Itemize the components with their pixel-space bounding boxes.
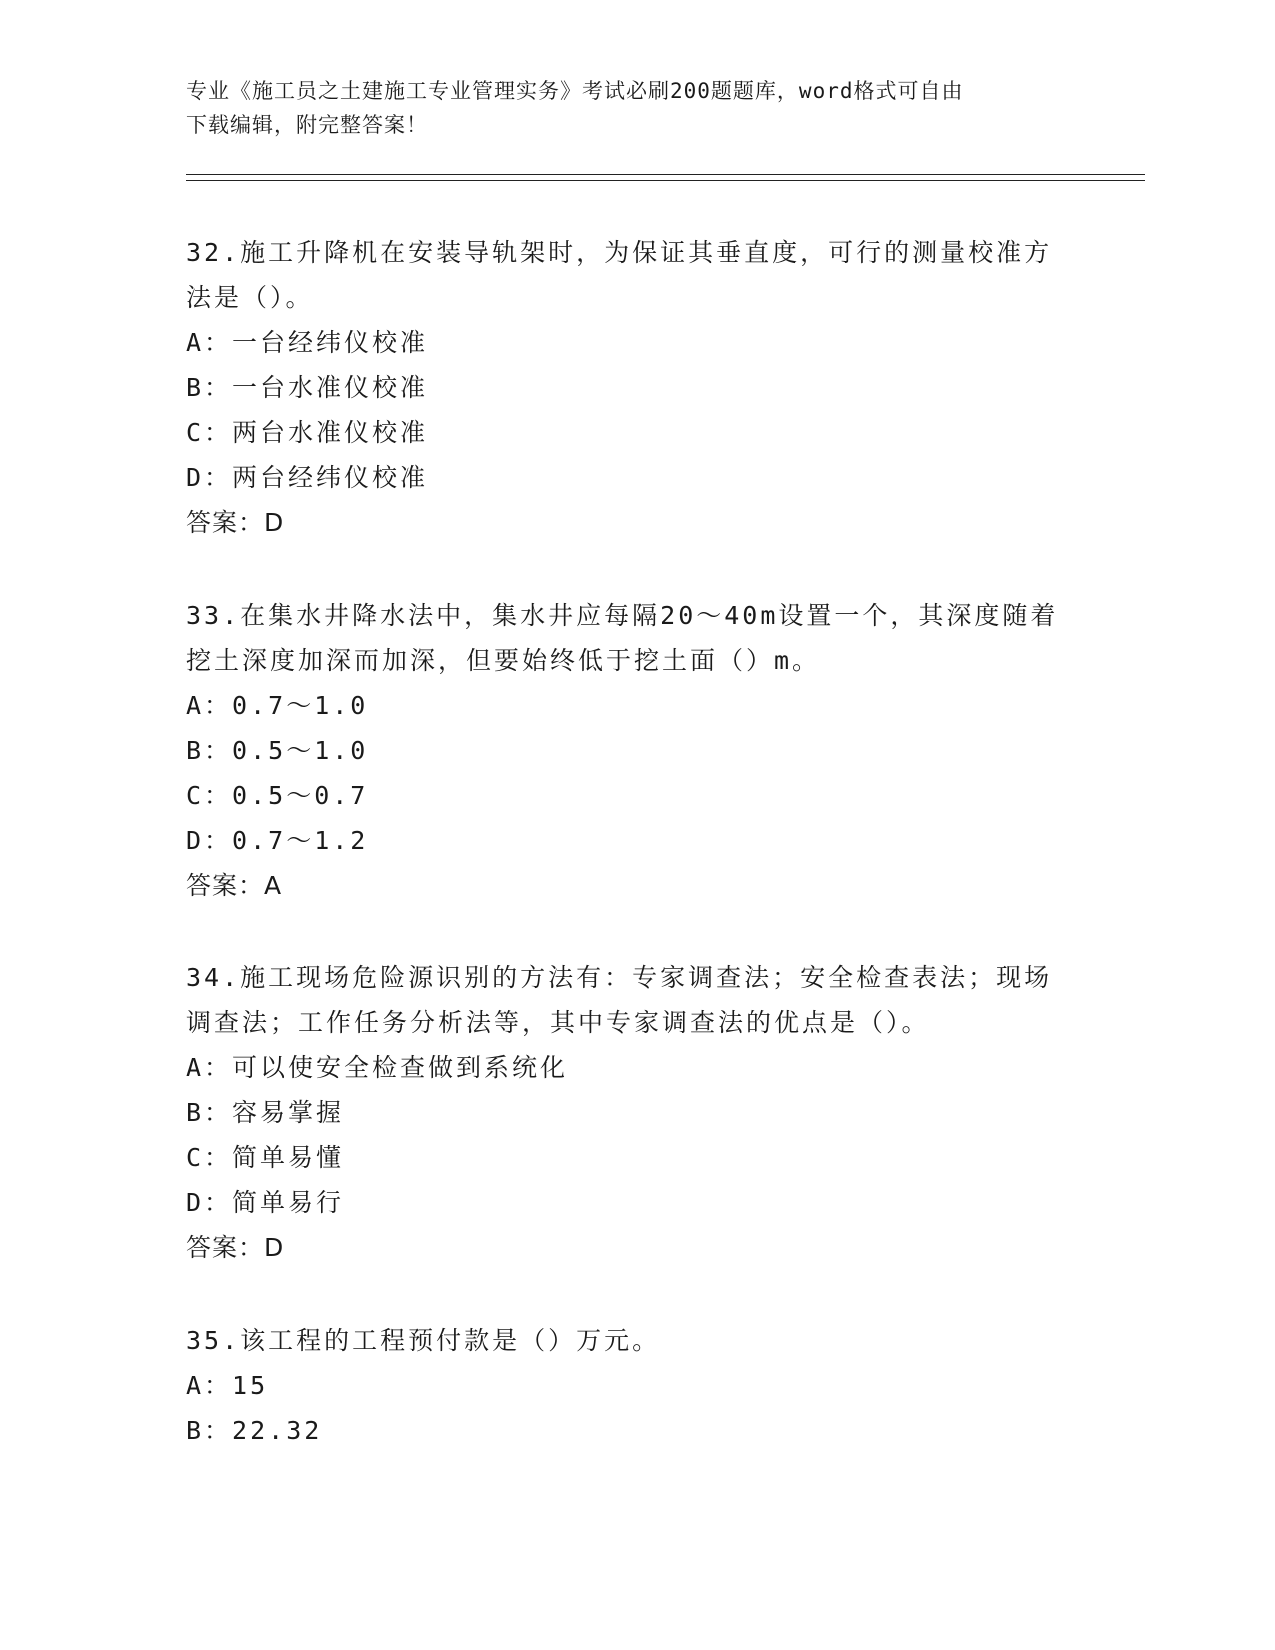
option-c: C：简单易懂: [186, 1143, 345, 1172]
question-stem-line-1: 34.施工现场危险源识别的方法有：专家调查法；安全检查表法；现场: [186, 963, 1053, 992]
question-stem-line-1: 33.在集水井降水法中，集水井应每隔20～40m设置一个，其深度随着: [186, 601, 1059, 630]
question-34: [186, 955, 1066, 1270]
option-c: C：两台水准仪校准: [186, 418, 429, 447]
option-d: D：0.7～1.2: [186, 826, 369, 855]
option-b: B：0.5～1.0: [186, 736, 369, 765]
option-b: B：22.32: [186, 1416, 323, 1445]
option-b: B：一台水准仪校准: [186, 373, 429, 402]
options-list: [186, 1045, 1066, 1225]
header-divider-top: [186, 174, 1145, 175]
header-line-2: 下载编辑，附完整答案！: [186, 113, 428, 137]
document-header: [186, 74, 1066, 142]
question-stem-line-1: 32.施工升降机在安装导轨架时，为保证其垂直度，可行的测量校准方: [186, 238, 1053, 267]
options-list: [186, 320, 1066, 500]
option-d: D：简单易行: [186, 1188, 345, 1217]
answer-label: 答案：D: [186, 1233, 285, 1262]
option-a: A：一台经纬仪校准: [186, 328, 429, 357]
header-line-1: 专业《施工员之土建施工专业管理实务》考试必刷200题题库，word格式可自由: [186, 79, 964, 103]
options-list: [186, 1363, 1066, 1453]
option-d: D：两台经纬仪校准: [186, 463, 429, 492]
option-c: C：0.5～0.7: [186, 781, 369, 810]
answer-label: 答案：A: [186, 871, 283, 900]
header-divider-bottom: [186, 180, 1145, 181]
option-a: A：可以使安全检查做到系统化: [186, 1053, 569, 1082]
answer-label: 答案：D: [186, 508, 285, 537]
question-35: [186, 1318, 1066, 1453]
question-stem-line-2: 调查法；工作任务分析法等，其中专家调查法的优点是（）。: [186, 1008, 930, 1037]
option-a: A：15: [186, 1371, 269, 1400]
options-list: [186, 683, 1066, 863]
option-a: A：0.7～1.0: [186, 691, 369, 720]
question-stem-line-2: 法是（）。: [186, 283, 314, 312]
question-32: [186, 230, 1066, 545]
question-stem-line-1: 35.该工程的工程预付款是（）万元。: [186, 1326, 661, 1355]
option-b: B：容易掌握: [186, 1098, 345, 1127]
question-stem-line-2: 挖土深度加深而加深，但要始终低于挖土面（）m。: [186, 646, 821, 675]
question-33: [186, 593, 1066, 908]
